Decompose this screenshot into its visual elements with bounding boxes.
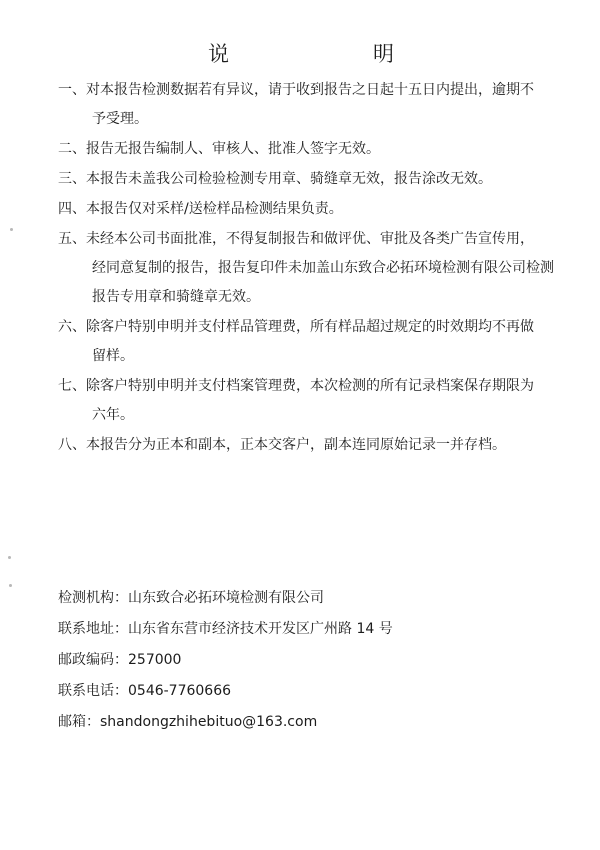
note-text: 本报告未盖我公司检验检测专用章、骑缝章无效，报告涂改无效。 bbox=[86, 171, 492, 187]
note-item-7 bbox=[58, 372, 558, 430]
note-item-8 bbox=[58, 431, 558, 460]
zip-row bbox=[58, 645, 558, 676]
note-number: 三、 bbox=[58, 171, 86, 187]
org-label: 检测机构： bbox=[58, 590, 128, 606]
scan-speck bbox=[10, 228, 13, 231]
address-row bbox=[58, 614, 558, 645]
phone-label: 联系电话： bbox=[58, 683, 128, 699]
note-number: 一、 bbox=[58, 82, 86, 98]
note-text: 本报告仅对采样/送检样品检测结果负责。 bbox=[86, 201, 343, 217]
note-text: 除客户特别申明并支付样品管理费，所有样品超过规定的时效期均不再做 bbox=[86, 319, 534, 335]
contact-info bbox=[58, 583, 558, 738]
note-text: 对本报告检测数据若有异议，请于收到报告之日起十五日内提出，逾期不 bbox=[86, 82, 534, 98]
note-text: 除客户特别申明并支付档案管理费，本次检测的所有记录档案保存期限为 bbox=[86, 378, 534, 394]
zip-value: 257000 bbox=[128, 652, 182, 668]
title-char-2: 明 bbox=[373, 42, 394, 66]
note-number: 八、 bbox=[58, 437, 86, 453]
scan-speck bbox=[9, 584, 12, 587]
note-number: 四、 bbox=[58, 201, 86, 217]
note-item-6 bbox=[58, 313, 558, 371]
note-text-continued: 留样。 bbox=[92, 348, 134, 364]
address-label: 联系地址： bbox=[58, 621, 128, 637]
note-item-1 bbox=[58, 76, 558, 134]
note-item-2 bbox=[58, 135, 558, 164]
email-value: shandongzhihebituo@163.com bbox=[100, 714, 318, 730]
note-text-continued: 经同意复制的报告，报告复印件未加盖山东致合必拓环境检测有限公司检测报告专用章和骑缝章无效。 bbox=[92, 260, 554, 305]
title-char-1: 说 bbox=[208, 42, 229, 66]
phone-value: 0546-7760666 bbox=[128, 683, 232, 699]
org-row bbox=[58, 583, 558, 614]
notes-list bbox=[58, 76, 558, 461]
phone-row bbox=[58, 676, 558, 707]
email-label: 邮箱： bbox=[58, 714, 100, 730]
note-number: 五、 bbox=[58, 231, 86, 247]
scan-speck bbox=[8, 556, 11, 559]
org-value: 山东致合必拓环境检测有限公司 bbox=[128, 590, 324, 606]
zip-label: 邮政编码： bbox=[58, 652, 128, 668]
note-text-continued: 六年。 bbox=[92, 407, 134, 423]
address-value: 山东省东营市经济技术开发区广州路 14 号 bbox=[128, 621, 393, 637]
note-item-3 bbox=[58, 165, 558, 194]
note-text: 报告无报告编制人、审核人、批准人签字无效。 bbox=[86, 141, 380, 157]
note-text: 本报告分为正本和副本，正本交客户，副本连同原始记录一并存档。 bbox=[86, 437, 506, 453]
note-number: 六、 bbox=[58, 319, 86, 335]
note-number: 二、 bbox=[58, 141, 86, 157]
note-number: 七、 bbox=[58, 378, 86, 394]
note-item-4 bbox=[58, 195, 558, 224]
note-item-5 bbox=[58, 225, 558, 312]
email-row bbox=[58, 707, 558, 738]
note-text-continued: 予受理。 bbox=[92, 111, 148, 127]
note-text: 未经本公司书面批准，不得复制报告和做评优、审批及各类广告宣传用， bbox=[86, 231, 534, 247]
